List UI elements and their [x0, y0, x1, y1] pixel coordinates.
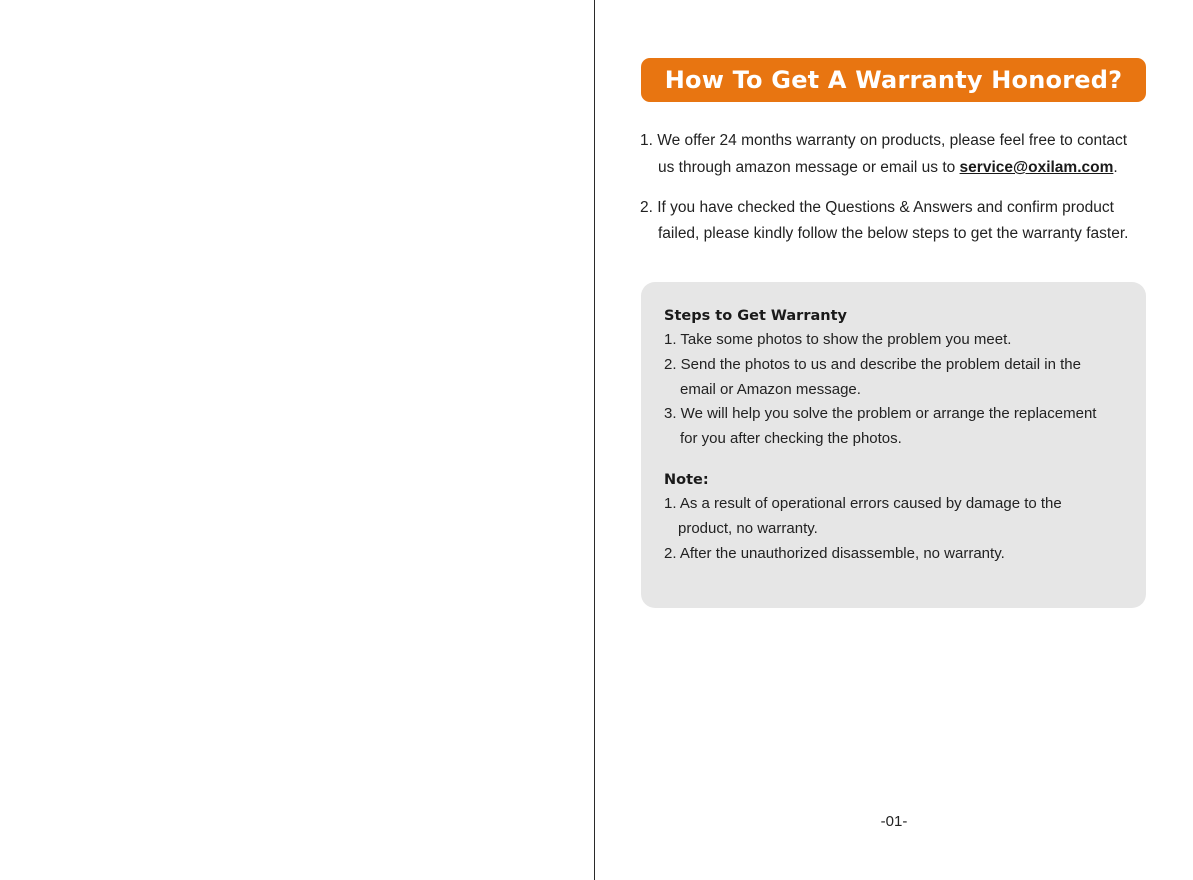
note-line: 2. After the unauthorized disassemble, no warranty. [664, 544, 1005, 562]
intro-item-line [640, 154, 1160, 181]
step-line: email or Amazon message. [680, 380, 861, 398]
email-link[interactable]: service@oxilam.com [959, 159, 1114, 176]
note-heading: Note: [664, 471, 709, 488]
intro-text: us through amazon message or email us to [658, 159, 960, 176]
note-line: 1. As a result of operational errors caused by damage to the [664, 494, 1062, 512]
note-line: product, no warranty. [678, 519, 818, 537]
section-spacer [664, 452, 1134, 468]
page-number: -01- [880, 813, 908, 830]
steps-box [641, 282, 1146, 608]
intro-item-line: 1. We offer 24 months warranty on products, please feel free to contact [640, 132, 1128, 149]
blank-left-page [0, 0, 594, 880]
intro-item-warranty-offer [640, 127, 1160, 181]
page-title: How To Get A Warranty Honored? [664, 66, 1123, 94]
intro-item-line: failed, please kindly follow the below steps to get the warranty faster. [658, 225, 1129, 242]
title-banner [641, 58, 1146, 102]
warranty-page [595, 0, 1193, 880]
step-line: for you after checking the photos. [680, 430, 902, 448]
intro-item-line: 2. If you have checked the Questions & Answers and confirm product [640, 199, 1114, 216]
intro-text: . [1113, 159, 1118, 176]
intro-item-steps-guidance [640, 195, 1160, 247]
steps-heading: Steps to Get Warranty [664, 308, 847, 324]
step-line: 2. Send the photos to us and describe the problem detail in the [664, 355, 1081, 373]
step-line: 1. Take some photos to show the problem you meet. [664, 331, 1012, 348]
steps-box-content [664, 304, 1134, 566]
step-line: 3. We will help you solve the problem or arrange the replacement [664, 405, 1097, 423]
